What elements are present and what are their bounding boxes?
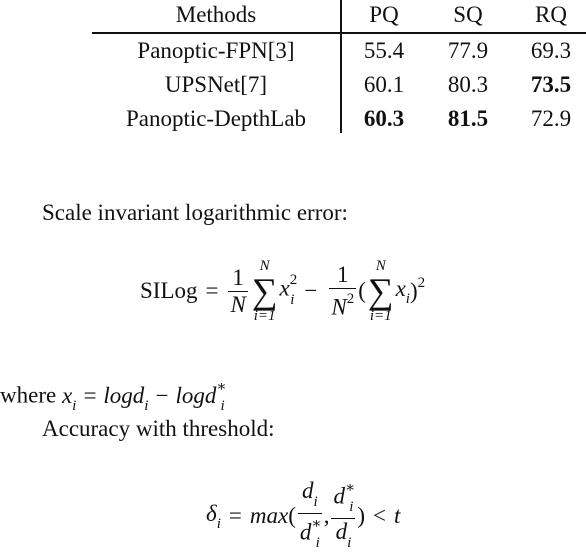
pq-cell: 55.4 — [363, 38, 405, 63]
pq-cell-best: 60.3 — [363, 106, 405, 131]
sq-cell: 80.3 — [447, 72, 489, 97]
sum-operator-2 — [368, 258, 394, 324]
delta-comma: , — [323, 502, 330, 528]
table-column-rule — [340, 0, 342, 133]
table-row — [92, 68, 586, 102]
sum1-lower-limit: i=1 — [253, 308, 276, 324]
silog-term-x-squared: $x^2_i$ — [279, 272, 298, 308]
delta-close-paren: ) — [357, 502, 366, 528]
silog-open-paren: ( — [358, 278, 366, 303]
silog-lhs: SILog — [140, 278, 198, 303]
frac1-numerator: 1 — [228, 265, 247, 292]
rq-cell: 69.3 — [530, 38, 572, 63]
silog-formula — [140, 258, 425, 324]
delta-fraction-1 — [298, 478, 322, 554]
delta-frac2-numerator: $d^∗_i$ — [331, 478, 355, 519]
sq-cell: 77.9 — [447, 38, 489, 63]
sq-cell-best: 81.5 — [447, 106, 489, 131]
results-table — [92, 0, 586, 136]
where-definition — [0, 380, 225, 413]
sum1-upper-limit: N — [259, 258, 270, 274]
silog-intro-text: Scale invariant logarithmic error: — [42, 200, 348, 225]
delta-frac1-numerator: $d_i$ — [298, 478, 322, 514]
frac2-numerator: 1 — [329, 262, 356, 289]
header-rq: RQ — [535, 2, 567, 27]
silog-fraction-1 — [228, 265, 247, 318]
table-header-rule — [92, 32, 586, 34]
method-cell: Panoptic-FPN[3] — [137, 38, 295, 63]
pq-cell: 60.1 — [363, 72, 405, 97]
delta-lhs: $\delta_i$ — [206, 500, 221, 533]
method-cell: UPSNet[7] — [164, 72, 268, 97]
method-cell: Panoptic-DepthLab — [125, 106, 307, 131]
rq-cell: 72.9 — [530, 106, 572, 131]
delta-less-than: < — [373, 502, 387, 528]
silog-term-x: $x_i$ — [395, 275, 410, 308]
header-sq: SQ — [453, 2, 483, 27]
table-row — [92, 34, 586, 68]
delta-frac2-denominator: $d_i$ — [335, 519, 352, 551]
accuracy-intro-text: Accuracy with threshold: — [42, 416, 275, 441]
silog-fraction-2 — [329, 262, 356, 321]
rq-cell-best: 73.5 — [530, 72, 572, 97]
delta-formula — [206, 478, 400, 554]
header-methods: Methods — [175, 2, 257, 27]
delta-equals: = — [228, 502, 242, 528]
sum2-symbol: ∑ — [367, 271, 394, 311]
frac1-denominator: N — [230, 291, 246, 317]
sum-operator-1 — [252, 258, 278, 324]
delta-open-paren: ( — [288, 502, 296, 528]
delta-fraction-2 — [331, 478, 355, 554]
silog-equals: = — [205, 278, 219, 303]
sum2-upper-limit: N — [375, 258, 386, 274]
table-row — [92, 102, 586, 136]
where-expression: $x_i = \log d_i - \log d^∗_i$ — [61, 379, 227, 415]
delta-frac1-denominator: $d^∗_i$ — [299, 515, 322, 551]
delta-max-func: max — [249, 502, 289, 528]
header-pq: PQ — [369, 2, 399, 27]
silog-close-paren: )$^2$ — [409, 274, 426, 304]
sum1-symbol: ∑ — [251, 271, 278, 311]
sum2-lower-limit: i=1 — [369, 308, 392, 324]
silog-minus: − — [304, 278, 318, 303]
frac2-denominator: $N^2$ — [331, 290, 355, 320]
delta-rhs: t — [394, 502, 401, 528]
where-word: where — [0, 382, 57, 408]
table-header-row — [92, 0, 586, 32]
